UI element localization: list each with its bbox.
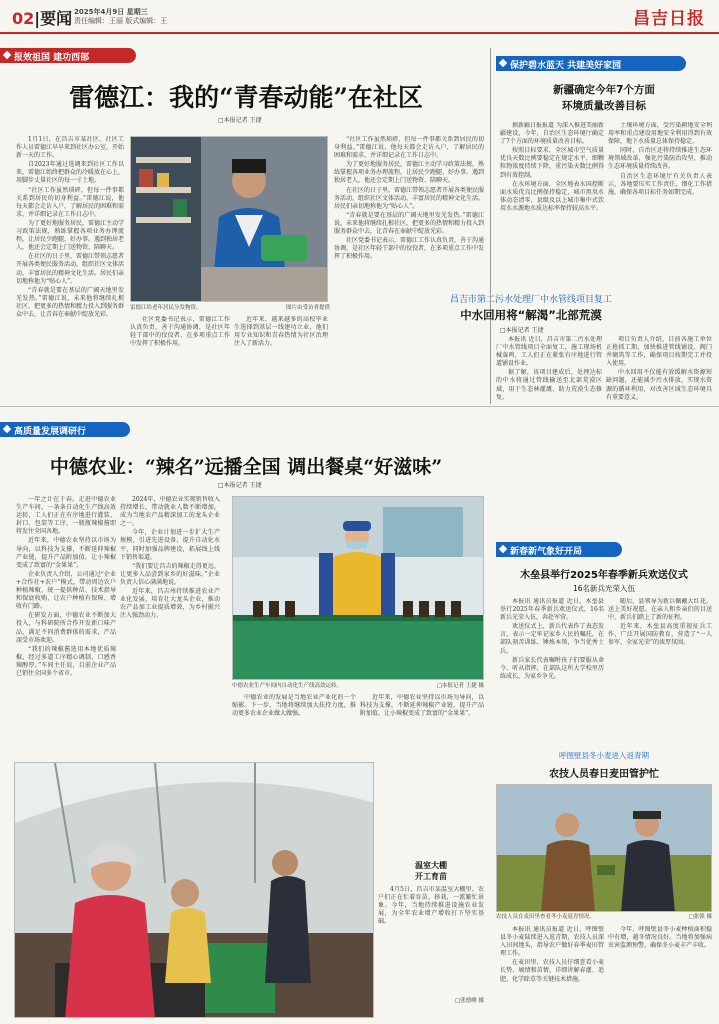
farm-photo-caption: 农技人员在麦田里查看冬小麦返青情况。 <box>496 914 596 920</box>
env-title-line1: 新疆确定今年7个方面 <box>553 84 655 96</box>
agri-text-col-3: 中德农业的发展是当地农业产业化的一个缩影。下一步，当地将继续加大扶持力度，推动更多农业企业做大做强。 <box>232 694 356 718</box>
main-text-col-2: 社区党委书记表示，雷德江工作认真负责，善于沟通协调，是社区年轻干部中的佼佼者，在多项重点工作中发挥了积极作用。 <box>130 316 230 348</box>
army-text-col-1: 本报讯 通讯员报道 近日，木垒县举行2025年春季新兵欢送仪式，16名新兵光荣入伍，奔赴军营。 欢送仪式上，新兵代表作了表态发言，表示一定牢记家乡人民的嘱托，在部队刻苦训练、锤炼本领，争当优秀士兵。 新兵家长代表嘱咐孩子们要服从命令、听从指挥，在部队这所大学校里历练成长，为家乡争光。 <box>500 598 604 680</box>
agri-text-col-2: 2024年，中德农业实现销售收入持续增长，带动就业人数不断增加，成为当地农产品精深加工的龙头企业之一。 今年，企业计划进一步扩大生产规模，引进先进设备，提升自动化水平，同时加强品牌建设，拓展线上线下销售渠道。 “我们要让昌吉的辣椒走得更远，让更多人品尝到家乡的好滋味。”企业负责人信心满满地说。 近年来，昌吉州持续推进农业产业化发展，培育壮大龙头企业，推动农产品加工业提质增效，为乡村振兴注入强劲动力。 <box>120 496 220 620</box>
section-tag-env: 保护碧水蓝天 共建美好家园 <box>496 56 686 71</box>
agri-byline: □本报记者 王捷 <box>218 482 262 489</box>
env-text-col-2: 土壤环境方面，受污染耕地安全利用率和重点建设用地安全利用得到有效保障，地下水质量总体保持稳定。 同时，自治区还将持续推进生态环境领域改革，强化污染防治攻坚，推动生态环境质量持续改善。 自治区生态环境厅有关负责人表示，各地要压实工作责任，细化工作措施，确保各项目标任务如期完成。 <box>608 122 712 196</box>
agri-text-col-1: 一年之计在于春。走进中德农业生产车间，一条条自动化生产线高效运转，工人们正在有序地进行灌装、封口、包装等工序，一瓶瓶辣椒酱即将发往全国各地。 近年来，中德农业坚持以市场为导向，以科技为支撑，不断延伸辣椒产业链，提升产品附加值，让小辣椒变成了致富的“金果果”。 企业负责人介绍，公司通过“企业+合作社+农户”模式，带动周边农户种植辣椒，统一提供种苗、技术指导和保底收购，让农户种植有保障、增收有门路。 在研发方面，中德农业不断加大投入，与科研院所合作开发新口味产品，满足不同消费群体的需求，产品深受市场欢迎。 “我们的辣椒酱选用本地优质辣椒，经过多道工序精心调制，口感香辣醇厚。”车间主任说，目前企业产品已销往全国多个省市。 <box>16 496 116 677</box>
main-photo-caption: 雷德江给老年居民分发物资。 <box>130 305 202 311</box>
farm-text-col-1: 本报讯 通讯员报道 近日，呼图壁县冬小麦陆续进入返青期，农技人员深入田间地头，指导农户做好春季麦田管理工作。 在麦田里，农技人员仔细查看小麦长势、墒情和苗情，详细讲解春灌、追肥、化学除草等关键技术措施。 <box>500 926 604 983</box>
agri-photo-credit: □本报记者 王捷 摄 <box>436 683 484 689</box>
agri-headline: 中德农业：“辣名”远播全国 调出餐桌“好滋味” <box>49 456 443 478</box>
army-title: 木垒县举行2025年春季新兵欢送仪式 <box>520 570 688 581</box>
water-text-col-1: 本报讯 近日，昌吉市第二污水处理厂中水管线项目全面复工，施工现场机械轰鸣，工人们正在紧张有序地进行管道铺设作业。 据了解，该项目建成后，处理达标的中水将通过管线输送至北部荒漠区域，用于生态林灌溉，助力荒漠生态修复。 <box>496 336 602 400</box>
env-text-col-1: 据新疆日报报道 为深入推进美丽新疆建设，今年，自治区生态环境厅确定了7个方面的环境质量改善目标。 按照目标要求，全区城市空气质量优良天数比例要稳定在规定水平，细颗粒物浓度持续下降，重污染天数比例得到有效控制。 在水环境方面，全区地表水国控断面水质优良比例保持稳定，城市黑臭水体动态清零，县级及以上城市集中式饮用水水源地水质达标率保持较高水平。 <box>500 122 604 212</box>
agri-photo-caption: 中德农业生产车间内自动化生产线高效运转。 <box>232 683 343 689</box>
water-title-line1: 昌吉市第二污水处理厂中水管线项目复工 <box>449 295 612 305</box>
greenhouse-caption-box <box>378 860 484 1018</box>
greenhouse-photo <box>14 762 374 1018</box>
env-title-line2: 环境质量改善目标 <box>562 100 646 112</box>
section-tag-army: 新春新气象好开局 <box>496 542 622 557</box>
photo-illustration-greenhouse <box>15 763 374 1018</box>
masthead <box>0 0 719 34</box>
section-tag-agri: 高质量发展调研行 <box>0 422 130 437</box>
section-tag-youth: 报效祖国 建功西部 <box>0 48 136 63</box>
photo-illustration-wheatfield <box>497 785 712 912</box>
farm-photo <box>496 784 712 912</box>
greenhouse-photo-credit: □张德峰 摄 <box>455 998 484 1004</box>
main-text-col-1: 1月1日，在昌吉市某社区，社区工作人员雷德江早早来到社区办公室，开始新一天的工作。 自2023年通过选调来到社区工作以来，雷德江始终把群众的冷暖放在心上，用脚步丈量社区的每一寸土地。 “社区工作虽然琐碎，但每一件事都关系到居民的切身利益。”雷德江说，他每天都会走访入户，了解居民的困难和需求，并详细记录在工作日志中。 为了更好地服务居民，雷德江主动学习政策法规，熟练掌握各项业务办理流程，让居民少跑腿、好办事。遇到独居老人，他还会定期上门送物资、陪聊天。 在社区的日子里，雷德江带领志愿者开展各类便民服务活动，组织社区文体活动，丰富居民的精神文化生活。居民们亲切地称他为“贴心人”。 “青春就是要在基层的广阔天地里发光发热。”雷德江说，未来他将继续扎根社区，把更多的热情和精力投入到服务群众中去，让青春在奉献中绽放光彩。 <box>16 136 124 318</box>
main-headline: 雷德江：我的“青春动能”在社区 <box>69 83 423 112</box>
greenhouse-caption-text: 4月5日，昌吉市某温室大棚里，农户们正在忙着育苗、移栽，一派繁忙景象。今年，当地持续推进设施农业发展，为全年农业增产增收打下坚实基础。 <box>378 886 484 926</box>
army-subtitle: 16名新兵光荣入伍 <box>572 584 636 593</box>
farm-text-col-2: 今年，呼图壁县冬小麦种植面积稳中有增，越冬情况良好。当地将加强病虫害监测预警，确保冬小麦丰产丰收。 <box>608 926 712 950</box>
main-text-col-4: “社区工作虽然琐碎，但每一件事都关系到居民的切身利益。”雷德江说，他每天都会走访入户，了解居民的困难和需求，并详细记录在工作日志中。 为了更好地服务居民，雷德江主动学习政策法规，熟练掌握各项业务办理流程，让居民少跑腿、好办事。遇到独居老人，他还会定期上门送物资、陪聊天。 在社区的日子里，雷德江带领志愿者开展各类便民服务活动，组织社区文体活动，丰富居民的精神文化生活。居民们亲切地称他为“贴心人”。 “青春就是要在基层的广阔天地里发光发热。”雷德江说，未来他将继续扎根社区，把更多的热情和精力投入到服务群众中去，让青春在奉献中绽放光彩。 社区党委书记表示，雷德江工作认真负责，善于沟通协调，是社区年轻干部中的佼佼者，在多项重点工作中发挥了积极作用。 <box>334 136 484 261</box>
issue-date: 2025年4月9日 星期三 <box>74 8 148 16</box>
column-divider <box>490 48 491 404</box>
farm-photo-credit: □张强 摄 <box>688 914 712 920</box>
main-text-col-3: 近年来，越来越多的高校毕业生选择到基层一线建功立业，他们用专业知识和青春热情为社区治理注入了新活力。 <box>234 316 328 348</box>
main-photo-credit: 图片由受访者提供 <box>285 305 330 311</box>
horizontal-divider <box>0 406 719 407</box>
photo-illustration-worker <box>131 137 328 302</box>
editors-line: 责任编辑：王丽 版式编辑：王 <box>74 17 168 25</box>
page-number: 02|要闻 <box>12 9 73 28</box>
water-title-line2: 中水回用将“解渴”北部荒漠 <box>460 308 602 322</box>
main-photo <box>130 136 328 302</box>
agri-text-col-4: 近年来，中德农业坚持以市场为导向，以科技为支撑，不断延伸辣椒产业链，提升产品附加值，让小辣椒变成了致富的“金果果”。 <box>360 694 484 718</box>
newspaper-logo: 昌吉日报 <box>633 9 705 29</box>
water-byline: □本报记者 王捷 <box>500 327 544 334</box>
farm-title: 农技人员春日麦田管护忙 <box>549 769 659 780</box>
water-text-col-2: 项目负责人介绍，目前各施工单位正抢抓工期，加快推进管线铺设、阀门井砌筑等工作，确保项目按期完工并投入使用。 中水回用不仅能有效缓解水资源短缺问题，还能减少污水排放，实现水资源的循环利用，对改善区域生态环境具有重要意义。 <box>606 336 712 400</box>
army-text-col-2: 随后，县领导为新兵佩戴大红花，送上美好祝愿。在亲人和乡亲们的目送中，新兵们踏上了新的征程。 近年来，木垒县高度重视征兵工作，广泛开展国防教育，营造了“一人参军、全家光荣”的浓厚氛围。 <box>608 598 712 647</box>
farm-kicker: 呼图壁县冬小麦进入返青期 <box>559 751 649 760</box>
masthead-meta <box>74 8 254 26</box>
main-byline: □本报记者 王捷 <box>218 117 262 124</box>
photo-illustration-factory <box>233 497 484 680</box>
agri-photo <box>232 496 484 680</box>
greenhouse-caption-title: 温室大棚 开工育苗 <box>415 861 447 881</box>
